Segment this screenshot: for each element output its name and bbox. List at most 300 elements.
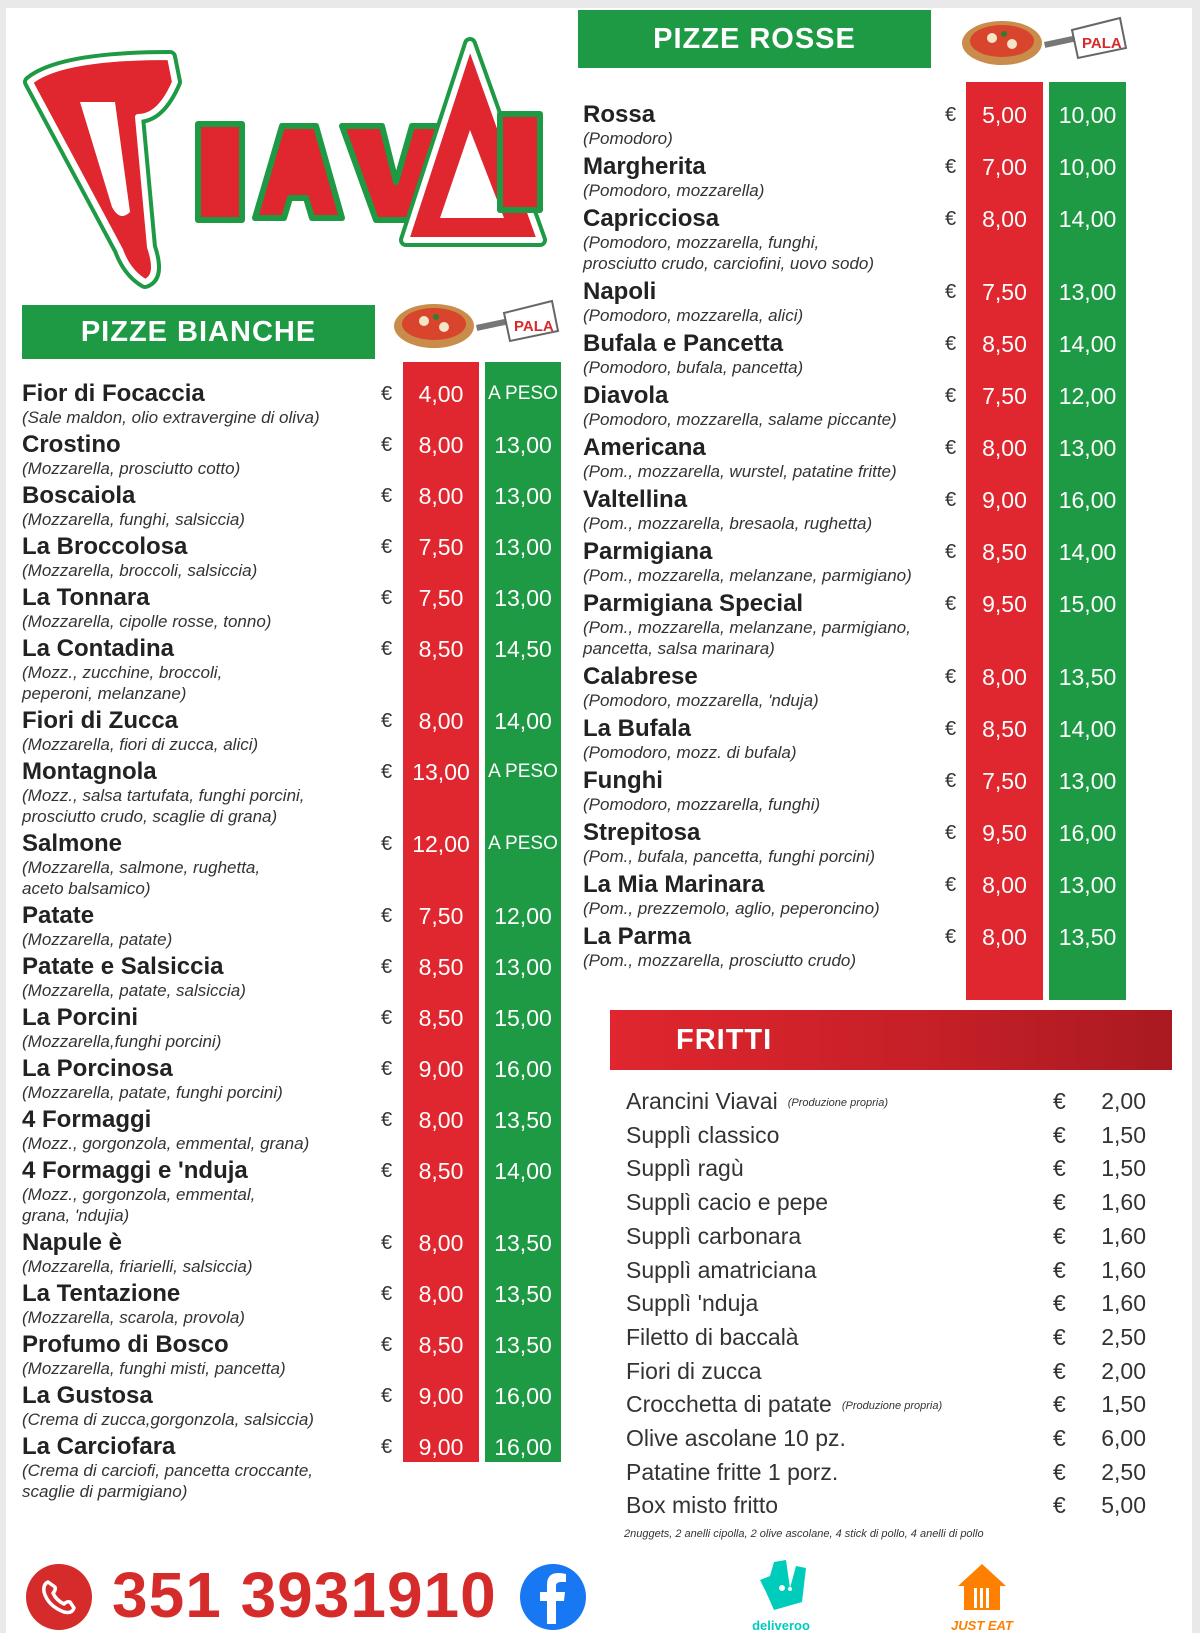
menu-item xyxy=(22,483,582,530)
menu-item xyxy=(583,768,1143,815)
item-name: Patate e Salsiccia xyxy=(22,953,224,980)
item-description: (Pom., prezzemolo, aglio, peperoncino) xyxy=(583,899,880,918)
item-pala-price: 13,00 xyxy=(494,585,552,611)
euro-sign: € xyxy=(945,541,957,563)
item-description: (Mozzarella, prosciutto cotto) xyxy=(22,459,241,478)
item-pala-price: 13,00 xyxy=(1058,872,1117,898)
fritti-item-price: 1,50 xyxy=(1101,1391,1146,1418)
item-pala-price: 13,00 xyxy=(1058,279,1117,305)
item-pala-price: 14,00 xyxy=(1058,539,1117,565)
item-price: 7,50 xyxy=(982,768,1027,794)
item-description: (Pomodoro, mozzarella, 'nduja) xyxy=(583,691,819,710)
fritti-item-price: 1,60 xyxy=(1101,1290,1146,1317)
item-description: (Mozzarella, fiori di zucca, alici) xyxy=(22,735,259,754)
item-description: (Pom., mozzarella, melanzane, parmigiano) xyxy=(583,566,912,585)
menu-item xyxy=(22,636,582,704)
menu-item xyxy=(22,1383,582,1430)
menu-item xyxy=(583,102,1143,149)
item-pala-price: 13,50 xyxy=(494,1332,552,1358)
fritti-item-price: 1,60 xyxy=(1101,1256,1146,1283)
item-price: 8,50 xyxy=(982,331,1027,357)
fritti-item-price: 5,00 xyxy=(1101,1492,1146,1519)
item-description: (Pom., mozzarella, bresaola, rughetta) xyxy=(583,514,873,533)
item-description: (Pom., bufala, pancetta, funghi porcini) xyxy=(583,847,875,866)
fritti-item-name-wrap xyxy=(626,1257,817,1284)
item-description: (Pomodoro, mozzarella, salame piccante) xyxy=(583,410,897,429)
item-price: 9,00 xyxy=(418,1056,464,1082)
item-description: (Mozzarella, friarielli, salsiccia) xyxy=(22,1257,253,1276)
euro-sign: € xyxy=(945,281,957,303)
menu-item xyxy=(583,331,1143,378)
pizze-rosse-title: PIZZE ROSSE xyxy=(653,22,856,55)
item-pala-price: 15,00 xyxy=(1058,591,1117,617)
item-description: (Pomodoro, mozzarella, funghi) xyxy=(583,795,821,814)
fritti-item-name: Olive ascolane 10 pz. xyxy=(626,1425,846,1451)
euro-sign: € xyxy=(381,1058,393,1080)
fritti-item-price: 1,60 xyxy=(1101,1222,1146,1249)
item-pala-price: 14,00 xyxy=(1058,206,1117,232)
item-name: La Mia Marinara xyxy=(583,871,765,898)
item-description: (Pomodoro, mozzarella, alici) xyxy=(583,306,804,325)
deliveroo-logo[interactable] xyxy=(738,1558,824,1633)
euro-sign: € xyxy=(945,333,957,355)
menu-item xyxy=(583,539,1143,586)
item-name: La Porcini xyxy=(22,1004,139,1031)
item-price: 8,00 xyxy=(982,924,1027,950)
item-description: grana, 'ndujia) xyxy=(22,1206,130,1225)
euro-sign: € xyxy=(945,822,957,844)
fritti-item-name: Supplì cacio e pepe xyxy=(626,1189,829,1216)
menu-item xyxy=(22,381,582,428)
euro-sign: € xyxy=(381,536,393,558)
menu-item xyxy=(583,872,1143,919)
euro-sign: € xyxy=(945,926,957,948)
euro-sign: € xyxy=(945,156,957,178)
fritti-item xyxy=(626,1257,1146,1289)
menu-item xyxy=(22,585,582,632)
menu-item xyxy=(22,1281,582,1328)
euro-sign: € xyxy=(945,593,957,615)
item-price: 8,00 xyxy=(982,206,1027,232)
item-name: Rossa xyxy=(583,101,656,128)
item-name: Parmigiana xyxy=(583,538,713,565)
item-pala-price: 13,00 xyxy=(494,954,552,980)
item-price: 5,00 xyxy=(982,102,1027,128)
item-description: (Crema di zucca,gorgonzola, salsiccia) xyxy=(22,1410,314,1429)
item-pala-price: 14,00 xyxy=(1058,716,1117,742)
item-name: La Tentazione xyxy=(22,1280,181,1307)
justeat-house-icon xyxy=(934,1558,1030,1614)
pala-label-bianche: PALA xyxy=(514,318,554,335)
pizze-bianche-title: PIZZE BIANCHE xyxy=(80,315,317,348)
item-name: Diavola xyxy=(583,382,669,409)
euro-sign: € xyxy=(381,638,393,660)
item-pala-price: 12,00 xyxy=(494,903,552,929)
item-price: 8,00 xyxy=(982,872,1027,898)
item-price: 8,50 xyxy=(982,716,1027,742)
item-name: La Tonnara xyxy=(22,584,150,611)
item-price: 8,00 xyxy=(418,483,464,509)
euro-sign: € xyxy=(945,770,957,792)
item-description: (Sale maldon, olio extravergine di oliva) xyxy=(22,408,320,427)
item-name: Napule è xyxy=(22,1229,123,1256)
item-name: Capricciosa xyxy=(583,205,720,232)
item-name: 4 Formaggi e 'nduja xyxy=(22,1157,248,1184)
euro-sign: € xyxy=(381,434,393,456)
item-pala-price: 13,00 xyxy=(494,432,552,458)
item-description: (Pom., mozzarella, prosciutto crudo) xyxy=(583,951,857,970)
item-description: (Crema di carciofi, pancetta croccante, xyxy=(22,1461,314,1480)
item-pala-price: 13,00 xyxy=(494,534,552,560)
menu-item xyxy=(22,1158,582,1226)
menu-item xyxy=(583,279,1143,326)
euro-sign: € xyxy=(1053,1088,1066,1114)
item-pala-price: 14,00 xyxy=(1058,331,1117,357)
item-price: 9,00 xyxy=(418,1434,464,1460)
fritti-item xyxy=(626,1425,1146,1457)
euro-sign: € xyxy=(381,1385,393,1407)
euro-sign: € xyxy=(381,587,393,609)
phone-icon[interactable] xyxy=(26,1564,92,1630)
fritti-item-price: 2,50 xyxy=(1101,1458,1146,1485)
item-description: (Mozzarella, patate, salsiccia) xyxy=(22,981,246,1000)
menu-item xyxy=(583,716,1143,763)
item-price: 9,00 xyxy=(418,1383,464,1409)
item-description: peperoni, melanzane) xyxy=(22,684,187,703)
menu-item xyxy=(583,591,1143,659)
euro-sign: € xyxy=(1053,1323,1066,1350)
item-description: pancetta, salsa marinara) xyxy=(583,639,775,658)
item-description: (Pom., mozzarella, wurstel, patatine fritte) xyxy=(583,462,897,481)
item-name: Margherita xyxy=(583,153,706,180)
item-price: 8,50 xyxy=(418,1158,464,1184)
item-name: Profumo di Bosco xyxy=(22,1331,229,1358)
pizze-bianche-header xyxy=(22,305,375,359)
menu-item xyxy=(22,831,582,899)
item-pala-price: 13,50 xyxy=(494,1107,552,1133)
menu-item xyxy=(22,1332,582,1379)
euro-sign: € xyxy=(1053,1189,1066,1216)
pizza-pala-icon-rosse xyxy=(960,8,1130,68)
item-price: 9,50 xyxy=(982,820,1027,846)
fritti-item-name-wrap xyxy=(626,1324,799,1351)
item-price: 8,50 xyxy=(418,954,464,980)
euro-sign: € xyxy=(945,104,957,126)
euro-sign: € xyxy=(381,833,393,855)
fritti-item xyxy=(626,1223,1146,1255)
item-description: (Mozz., zucchine, broccoli, xyxy=(22,663,223,682)
fritti-item-name: Supplì carbonara xyxy=(626,1222,802,1249)
euro-sign: € xyxy=(1053,1492,1066,1519)
menu-item xyxy=(583,820,1143,867)
fritti-item xyxy=(626,1290,1146,1322)
item-description: aceto balsamico) xyxy=(22,879,151,898)
fritti-item-name-wrap xyxy=(626,1492,778,1519)
menu-item xyxy=(583,383,1143,430)
euro-sign: € xyxy=(1053,1391,1066,1418)
fritti-item xyxy=(626,1492,1146,1524)
fritti-item-note: (Produzione propria) xyxy=(841,1400,943,1413)
fritti-item xyxy=(626,1189,1146,1221)
item-price: 13,00 xyxy=(412,759,470,785)
fritti-item-price: 1,50 xyxy=(1101,1121,1146,1148)
item-name: La Parma xyxy=(583,923,692,950)
item-price: 7,50 xyxy=(982,279,1027,305)
fritti-item-name-wrap xyxy=(626,1088,888,1115)
euro-sign: € xyxy=(1053,1357,1066,1384)
facebook-icon[interactable] xyxy=(520,1564,586,1630)
menu-item xyxy=(583,664,1143,711)
item-name: Boscaiola xyxy=(22,482,136,509)
fritti-item-price: 2,00 xyxy=(1101,1357,1146,1384)
euro-sign: € xyxy=(1053,1222,1066,1249)
item-description: (Mozzarella,funghi porcini) xyxy=(22,1032,222,1051)
item-price: 9,00 xyxy=(982,487,1027,513)
item-description: prosciutto crudo, scaglie di grana) xyxy=(22,807,278,826)
item-price: 8,50 xyxy=(418,1005,464,1031)
item-pala-price: A PESO xyxy=(488,833,558,854)
item-description: (Pomodoro, mozzarella, funghi, xyxy=(583,233,820,252)
item-name: La Bufala xyxy=(583,715,692,742)
item-pala-price: 16,00 xyxy=(494,1383,552,1409)
justeat-label: JUST EAT xyxy=(951,1618,1013,1633)
fritti-item-name: Arancini Viavai xyxy=(626,1088,778,1114)
pala-label-rosse: PALA xyxy=(1082,35,1122,52)
item-description: (Mozzarella, funghi misti, pancetta) xyxy=(22,1359,286,1378)
fritti-item-name-wrap xyxy=(626,1358,761,1385)
item-price: 8,00 xyxy=(418,708,464,734)
item-name: Americana xyxy=(583,434,706,461)
item-price: 8,50 xyxy=(418,1332,464,1358)
euro-sign: € xyxy=(945,489,957,511)
item-pala-price: 16,00 xyxy=(494,1434,552,1460)
fritti-item-name-wrap xyxy=(626,1459,838,1486)
phone-number[interactable]: 351 3931910 xyxy=(112,1559,497,1631)
item-pala-price: 10,00 xyxy=(1058,154,1117,180)
item-description: (Pomodoro, mozz. di bufala) xyxy=(583,743,797,762)
pizza-pala-icon-bianche xyxy=(392,291,562,351)
item-pala-price: 16,00 xyxy=(1058,820,1117,846)
item-price: 8,00 xyxy=(418,1107,464,1133)
item-name: Fior di Focaccia xyxy=(22,380,205,407)
euro-sign: € xyxy=(1053,1256,1066,1283)
euro-sign: € xyxy=(381,1109,393,1131)
fritti-item-price: 6,00 xyxy=(1101,1425,1146,1451)
menu-item xyxy=(22,759,582,827)
menu-item xyxy=(22,1230,582,1277)
item-price: 8,50 xyxy=(982,539,1027,565)
menu-item xyxy=(22,534,582,581)
euro-sign: € xyxy=(381,761,393,783)
menu-item xyxy=(22,954,582,1001)
item-pala-price: 16,00 xyxy=(1058,487,1117,513)
menu-item xyxy=(22,1056,582,1103)
fritti-item-price: 2,50 xyxy=(1101,1323,1146,1350)
euro-sign: € xyxy=(381,1160,393,1182)
item-pala-price: A PESO xyxy=(488,383,558,404)
item-pala-price: 13,50 xyxy=(494,1281,552,1307)
fritti-title: FRITTI xyxy=(676,1023,773,1056)
euro-sign: € xyxy=(1053,1155,1066,1182)
fritti-item xyxy=(626,1391,1146,1423)
menu-item xyxy=(22,1107,582,1154)
item-name: La Porcinosa xyxy=(22,1055,173,1082)
item-description: (Pomodoro, bufala, pancetta) xyxy=(583,358,804,377)
item-name: Bufala e Pancetta xyxy=(583,330,784,357)
item-name: La Broccolosa xyxy=(22,533,188,560)
item-description: (Pom., mozzarella, melanzane, parmigiano, xyxy=(583,618,911,637)
deliveroo-label: deliveroo xyxy=(752,1618,810,1633)
menu-item xyxy=(583,154,1143,201)
deliveroo-kangaroo-icon xyxy=(738,1558,824,1614)
item-pala-price: 16,00 xyxy=(494,1056,552,1082)
fritti-item xyxy=(626,1358,1146,1390)
item-price: 8,00 xyxy=(418,1281,464,1307)
euro-sign: € xyxy=(381,485,393,507)
item-pala-price: 14,50 xyxy=(494,636,552,662)
euro-sign: € xyxy=(381,1436,393,1458)
item-description: (Mozzarella, patate) xyxy=(22,930,173,949)
item-description: (Mozzarella, salmone, rughetta, xyxy=(22,858,261,877)
item-description: (Mozzarella, funghi, salsiccia) xyxy=(22,510,245,529)
item-pala-price: 13,00 xyxy=(494,483,552,509)
fritti-item xyxy=(626,1324,1146,1356)
item-price: 8,00 xyxy=(982,664,1027,690)
euro-sign: € xyxy=(945,718,957,740)
item-price: 8,00 xyxy=(982,435,1027,461)
item-description: scaglie di parmigiano) xyxy=(22,1482,188,1501)
euro-sign: € xyxy=(945,666,957,688)
item-name: Valtellina xyxy=(583,486,688,513)
menu-item xyxy=(583,435,1143,482)
item-price: 8,50 xyxy=(418,636,464,662)
item-name: Montagnola xyxy=(22,758,157,785)
item-pala-price: 13,50 xyxy=(1058,924,1117,950)
item-name: Parmigiana Special xyxy=(583,590,804,617)
fritti-item-name: Supplì amatriciana xyxy=(626,1256,817,1283)
menu-item xyxy=(583,487,1143,534)
fritti-item-name-wrap xyxy=(626,1155,744,1182)
fritti-item-name: Fiori di zucca xyxy=(626,1357,762,1384)
item-name: La Gustosa xyxy=(22,1382,153,1409)
item-pala-price: 15,00 xyxy=(494,1005,552,1031)
fritti-item-name-wrap xyxy=(626,1189,828,1216)
fritti-item-name-wrap xyxy=(626,1122,779,1149)
item-price: 8,00 xyxy=(418,432,464,458)
item-price: 7,50 xyxy=(982,383,1027,409)
item-price: 7,00 xyxy=(982,154,1027,180)
item-price: 4,00 xyxy=(418,381,464,407)
euro-sign: € xyxy=(945,437,957,459)
item-description: prosciutto crudo, carciofini, uovo sodo) xyxy=(583,254,875,273)
euro-sign: € xyxy=(1053,1290,1066,1317)
fritti-item-price: 2,00 xyxy=(1101,1088,1146,1114)
item-price: 12,00 xyxy=(412,831,470,857)
menu-item xyxy=(22,432,582,479)
item-name: Funghi xyxy=(583,767,663,794)
item-name: Patate xyxy=(22,902,95,929)
menu-item xyxy=(22,1005,582,1052)
euro-sign: € xyxy=(381,956,393,978)
fritti-item-name: Patatine fritte 1 porz. xyxy=(626,1458,839,1485)
item-pala-price: 14,00 xyxy=(494,708,552,734)
item-description: (Mozzarella, scarola, provola) xyxy=(22,1308,245,1327)
item-name: Napoli xyxy=(583,278,657,305)
item-price: 8,00 xyxy=(418,1230,464,1256)
item-name: Salmone xyxy=(22,830,123,857)
item-name: Strepitosa xyxy=(583,819,701,846)
menu-item xyxy=(583,206,1143,274)
euro-sign: € xyxy=(381,1007,393,1029)
item-name: Fiori di Zucca xyxy=(22,707,179,734)
item-name: 4 Formaggi xyxy=(22,1106,152,1133)
fritti-item xyxy=(626,1155,1146,1187)
item-price: 9,50 xyxy=(982,591,1027,617)
euro-sign: € xyxy=(381,1334,393,1356)
item-price: 7,50 xyxy=(418,534,464,560)
item-name: La Carciofara xyxy=(22,1433,176,1460)
fritti-item-name-wrap xyxy=(626,1290,758,1317)
fritti-item xyxy=(626,1088,1146,1120)
euro-sign: € xyxy=(381,710,393,732)
item-pala-price: 13,00 xyxy=(1058,768,1117,794)
item-price: 7,50 xyxy=(418,903,464,929)
menu-page xyxy=(6,8,1192,1633)
item-description: (Mozzarella, patate, funghi porcini) xyxy=(22,1083,283,1102)
euro-sign: € xyxy=(945,385,957,407)
box-misto-note: 2nuggets, 2 anelli cipolla, 2 olive ascolane, 4 stick di pollo, 4 anelli di pollo xyxy=(624,1528,984,1540)
fritti-item-name: Crocchetta di patate xyxy=(626,1391,832,1418)
fritti-item-name: Supplì ragù xyxy=(626,1155,744,1182)
fritti-item-name: Supplì 'nduja xyxy=(626,1290,759,1317)
item-pala-price: A PESO xyxy=(488,761,558,782)
fritti-item-name-wrap xyxy=(626,1391,942,1418)
item-description: (Pomodoro, mozzarella) xyxy=(583,181,765,200)
item-pala-price: 13,50 xyxy=(494,1230,552,1256)
item-pala-price: 12,00 xyxy=(1058,383,1117,409)
fritti-item-name-wrap xyxy=(626,1223,801,1250)
item-name: Calabrese xyxy=(583,663,698,690)
fritti-item xyxy=(626,1459,1146,1491)
fritti-item-note: (Produzione propria) xyxy=(787,1096,888,1109)
item-pala-price: 14,00 xyxy=(494,1158,552,1184)
euro-sign: € xyxy=(1053,1121,1066,1148)
item-description: (Pomodoro) xyxy=(583,129,673,148)
pizze-rosse-header xyxy=(578,10,931,68)
fritti-item-name: Filetto di baccalà xyxy=(626,1323,799,1350)
euro-sign: € xyxy=(381,383,393,405)
fritti-item-name: Box misto fritto xyxy=(626,1492,779,1519)
justeat-logo[interactable] xyxy=(934,1558,1030,1633)
euro-sign: € xyxy=(1053,1425,1066,1451)
item-description: (Mozz., gorgonzola, emmental, grana) xyxy=(22,1134,310,1153)
item-description: (Mozz., gorgonzola, emmental, xyxy=(22,1185,256,1204)
fritti-item-name: Supplì classico xyxy=(626,1121,780,1148)
euro-sign: € xyxy=(381,1232,393,1254)
fritti-item-price: 1,50 xyxy=(1101,1155,1146,1182)
item-name: La Contadina xyxy=(22,635,175,662)
menu-item xyxy=(22,708,582,755)
fritti-header xyxy=(610,1010,1172,1070)
euro-sign: € xyxy=(945,208,957,230)
item-description: (Mozz., salsa tartufata, funghi porcini, xyxy=(22,786,305,805)
euro-sign: € xyxy=(381,1283,393,1305)
item-price: 7,50 xyxy=(418,585,464,611)
euro-sign: € xyxy=(945,874,957,896)
fritti-item-name-wrap xyxy=(626,1425,846,1452)
euro-sign: € xyxy=(381,905,393,927)
item-pala-price: 13,00 xyxy=(1058,435,1117,461)
